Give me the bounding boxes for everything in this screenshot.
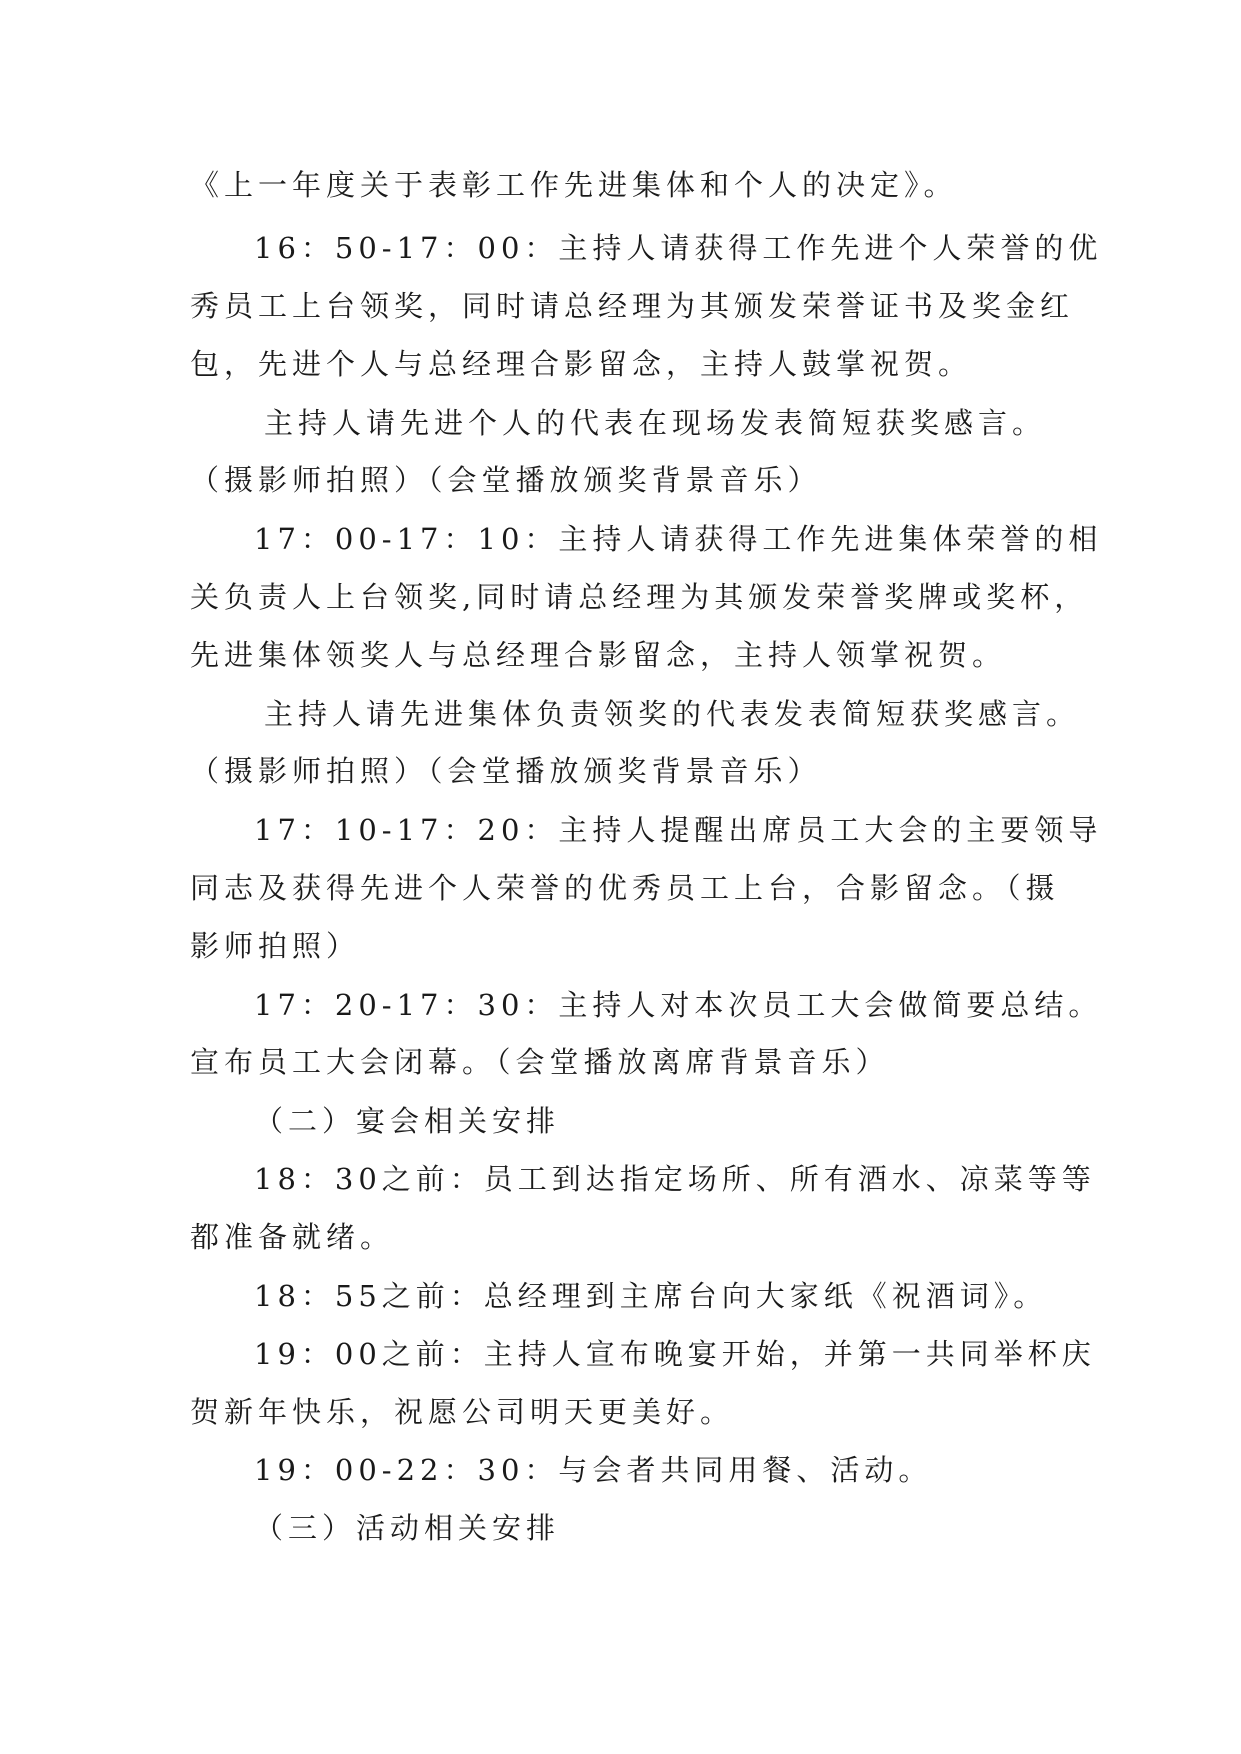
section-heading: （三）活动相关安排	[254, 1511, 561, 1545]
text-line: 贺新年快乐，祝愿公司明天更美好。	[190, 1395, 735, 1429]
text-line: 都准备就绪。	[190, 1220, 395, 1254]
text-line: （摄影师拍照）（会堂播放颁奖背景音乐）	[190, 463, 822, 497]
text-line: 关负责人上台领奖,同时请总经理为其颁发荣誉奖牌或奖杯，	[190, 580, 1089, 614]
text-line: 秀员工上台领奖，同时请总经理为其颁发荣誉证书及奖金红	[190, 289, 1075, 323]
text-line: 18：30之前：员工到达指定场所、所有酒水、凉菜等等	[254, 1162, 1096, 1196]
text-line: 16：50-17：00：主持人请获得工作先进个人荣誉的优	[254, 231, 1103, 265]
text-line: 同志及获得先进个人荣誉的优秀员工上台，合影留念。（摄	[190, 871, 1060, 905]
text-line: 17：10-17：20：主持人提醒出席员工大会的主要领导	[254, 813, 1103, 847]
text-line: 影师拍照）	[190, 929, 361, 963]
text-line: （摄影师拍照）（会堂播放颁奖背景音乐）	[190, 754, 822, 788]
text-line: 先进集体领奖人与总经理合影留念，主持人领掌祝贺。	[190, 638, 1007, 672]
text-line: 18：55之前：总经理到主席台向大家纸《祝酒词》。	[254, 1279, 1048, 1313]
text-line: 主持人请先进个人的代表在现场发表简短获奖感言。	[264, 406, 1047, 440]
section-heading: （二）宴会相关安排	[254, 1104, 561, 1138]
text-line: 宣布员工大会闭幕。（会堂播放离席背景音乐）	[190, 1045, 890, 1079]
text-line: 包，先进个人与总经理合影留念，主持人鼓掌祝贺。	[190, 347, 973, 381]
text-line: 主持人请先进集体负责领奖的代表发表简短获奖感言。	[264, 697, 1081, 731]
text-line: 《上一年度关于表彰工作先进集体和个人的决定》。	[190, 168, 958, 202]
text-line: 19：00-22：30：与会者共同用餐、活动。	[254, 1453, 933, 1487]
text-line: 17：00-17：10：主持人请获得工作先进集体荣誉的相	[254, 522, 1103, 556]
text-line: 17：20-17：30：主持人对本次员工大会做简要总结。	[254, 988, 1103, 1022]
text-line: 19：00之前：主持人宣布晚宴开始，并第一共同举杯庆	[254, 1337, 1096, 1371]
